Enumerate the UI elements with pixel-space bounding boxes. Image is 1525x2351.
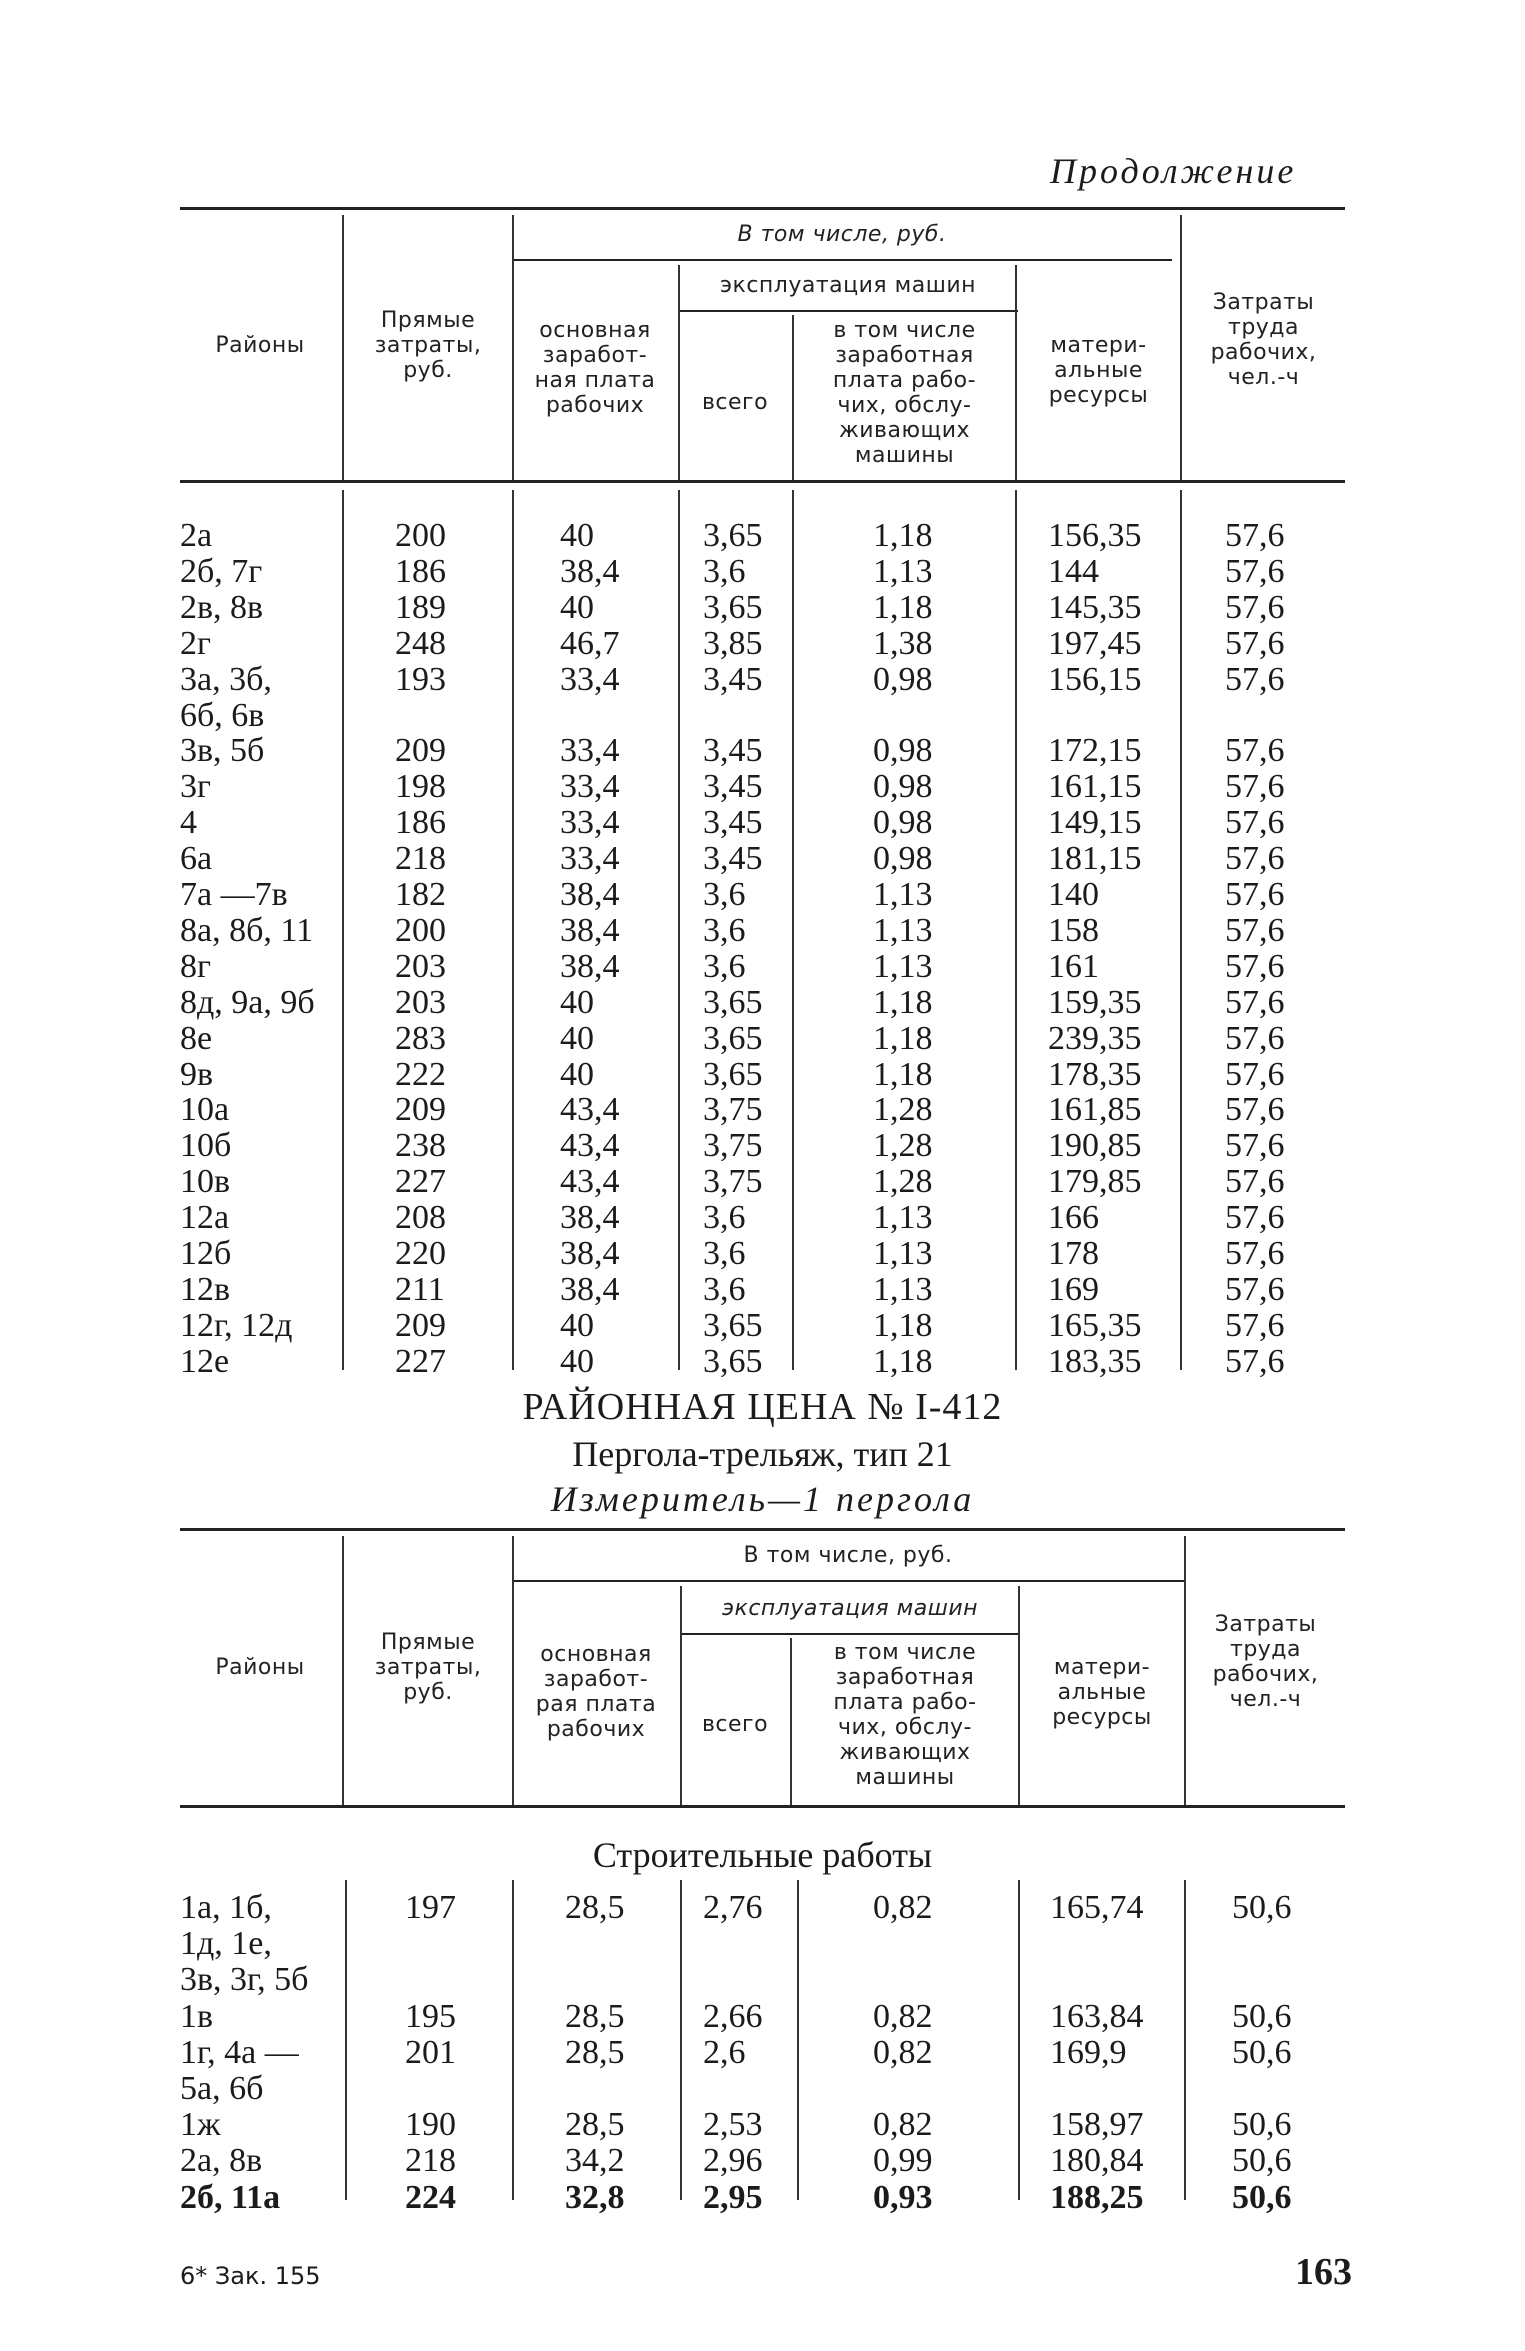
cell-osnovnaya: 46,7 (560, 624, 620, 662)
page-number: 163 (1295, 2251, 1352, 2293)
cell-pryamye: 203 (395, 947, 446, 985)
cell-pryamye: 190 (405, 2106, 456, 2144)
t2-header-v-tom-chisle-zp: в том числе заработная плата рабо- чих, обслу- живающих машины (833, 1640, 977, 1790)
cell-zp-mashin: 1,13 (873, 1199, 933, 1237)
cell-vsego: 2,6 (703, 2033, 746, 2071)
cell-zatraty-truda: 57,6 (1225, 1270, 1285, 1308)
cell-materialnye: 156,35 (1048, 517, 1142, 554)
cell-materialnye: 140 (1048, 876, 1099, 913)
cell-osnovnaya: 40 (560, 983, 594, 1021)
cell-rayon: 2б, 7г (180, 552, 263, 590)
cell-pryamye: 209 (395, 1306, 446, 1344)
cell-osnovnaya: 33,4 (560, 840, 620, 878)
cell-rayon: 7а —7в (180, 876, 288, 913)
price-subtitle: Пергола-трельяж, тип 21 (572, 1434, 953, 1474)
cell-zp-mashin: 1,18 (873, 1306, 933, 1344)
cell-osnovnaya: 38,4 (560, 552, 620, 590)
cell-pryamye: 248 (395, 624, 446, 662)
cell-vsego: 3,6 (703, 1270, 746, 1308)
cell-rayon: 12в (180, 1270, 231, 1308)
cell-materialnye: 161 (1048, 947, 1099, 985)
cell-pryamye: 218 (405, 2142, 456, 2180)
cell-zatraty-truda: 57,6 (1225, 768, 1285, 806)
header-osnovnaya: основная заработ- ная плата рабочих (534, 318, 656, 418)
cell-materialnye: 145,35 (1048, 588, 1142, 626)
cell-pryamye: 208 (395, 1199, 446, 1237)
cell-vsego: 3,85 (703, 624, 763, 662)
cell-rayon: 2б, 11а (180, 2178, 281, 2216)
cell-vsego: 3,6 (703, 947, 746, 985)
cell-zp-mashin: 0,82 (873, 1997, 933, 2035)
cell-rayon: 3в, 5б (180, 732, 265, 770)
cell-zp-mashin: 1,13 (873, 911, 933, 949)
cell-materialnye: 169,9 (1050, 2033, 1127, 2071)
cell-vsego: 3,45 (703, 732, 763, 770)
cell-materialnye: 149,15 (1048, 804, 1142, 842)
cell-materialnye: 169 (1048, 1270, 1099, 1308)
cell-zp-mashin: 1,18 (873, 588, 933, 626)
cell-materialnye: 144 (1048, 552, 1099, 590)
cell-vsego: 3,65 (703, 1019, 763, 1057)
cell-osnovnaya: 40 (560, 1055, 594, 1093)
cell-rayon: 1г, 4а — (180, 2033, 299, 2071)
cell-pryamye: 182 (395, 876, 446, 913)
cell-zp-mashin: 1,13 (873, 1270, 933, 1308)
cell-vsego: 3,6 (703, 911, 746, 949)
cell-osnovnaya: 40 (560, 1342, 594, 1380)
cell-zatraty-truda: 57,6 (1225, 517, 1285, 554)
cell-rayon: 10а (180, 1091, 230, 1129)
cell-rayon: 1в (180, 1997, 214, 2035)
cell-zp-mashin: 0,82 (873, 1889, 933, 1926)
cell-osnovnaya: 38,4 (560, 1270, 620, 1308)
cell-zp-mashin: 1,28 (873, 1163, 933, 1201)
cell-zp-mashin: 1,28 (873, 1127, 933, 1165)
cell-zatraty-truda: 50,6 (1232, 1997, 1292, 2035)
cell-rayon: 12е (180, 1342, 230, 1380)
cell-osnovnaya: 38,4 (560, 1235, 620, 1272)
cell-zp-mashin: 1,28 (873, 1091, 933, 1129)
cell-rayon: 10б (180, 1127, 232, 1165)
cell-materialnye: 188,25 (1050, 2178, 1144, 2216)
t2-header-v-tom-chisle: В том числе, руб. (743, 1543, 953, 1568)
cell-vsego: 3,6 (703, 876, 746, 913)
cell-vsego: 3,45 (703, 804, 763, 842)
cell-osnovnaya: 43,4 (560, 1091, 620, 1129)
cell-zp-mashin: 0,99 (873, 2142, 933, 2180)
cell-materialnye: 166 (1048, 1199, 1099, 1237)
cell-zatraty-truda: 57,6 (1225, 1199, 1285, 1237)
t2-header-zatraty-truda: Затраты труда рабочих, чел.-ч (1212, 1612, 1319, 1712)
cell-zatraty-truda: 50,6 (1232, 1889, 1292, 1926)
cell-pryamye: 283 (395, 1019, 446, 1057)
cell-vsego: 3,65 (703, 588, 763, 626)
cell-zp-mashin: 1,13 (873, 552, 933, 590)
price-measure: Измеритель—1 пергола (550, 1479, 975, 1519)
cell-vsego: 3,75 (703, 1163, 763, 1201)
cell-zatraty-truda: 57,6 (1225, 660, 1285, 698)
cell-pryamye: 201 (405, 2033, 456, 2071)
cell-rayon: 8г (180, 947, 211, 985)
cell-zatraty-truda: 57,6 (1225, 1235, 1285, 1272)
cell-materialnye: 159,35 (1048, 983, 1142, 1021)
cell-zatraty-truda: 50,6 (1232, 2178, 1292, 2216)
t2-header-materialnye: матери- альные ресурсы (1052, 1655, 1152, 1730)
cell-zatraty-truda: 57,6 (1225, 624, 1285, 662)
cell-rayon: 12а (180, 1199, 230, 1237)
cell-zp-mashin: 0,98 (873, 660, 933, 698)
cell-vsego: 2,53 (703, 2106, 763, 2144)
header-zatraty-truda: Затраты труда рабочих, чел.-ч (1210, 290, 1317, 390)
cell-zatraty-truda: 57,6 (1225, 552, 1285, 590)
cell-vsego: 3,6 (703, 552, 746, 590)
cell-zatraty-truda: 57,6 (1225, 983, 1285, 1021)
continuation-label: Продолжение (1050, 151, 1297, 191)
cell-rayon: 2а, 8в (180, 2142, 263, 2180)
cell-zp-mashin: 0,98 (873, 768, 933, 806)
cell-osnovnaya: 38,4 (560, 947, 620, 985)
cell-pryamye: 220 (395, 1235, 446, 1272)
cell-zatraty-truda: 57,6 (1225, 911, 1285, 949)
cell-vsego: 3,45 (703, 840, 763, 878)
cell-osnovnaya: 38,4 (560, 1199, 620, 1237)
cell-pryamye: 186 (395, 552, 446, 590)
cell-rayon: 4 (180, 804, 197, 842)
cell-materialnye: 165,74 (1050, 1889, 1144, 1926)
cell-rayon: 12б (180, 1235, 232, 1272)
cell-pryamye: 227 (395, 1163, 446, 1201)
cell-osnovnaya: 40 (560, 1306, 594, 1344)
cell-materialnye: 161,85 (1048, 1091, 1142, 1129)
cell-pryamye: 227 (395, 1342, 446, 1380)
cell-rayon: 6б, 6в (180, 696, 265, 734)
cell-zatraty-truda: 57,6 (1225, 588, 1285, 626)
cell-osnovnaya: 28,5 (565, 1889, 625, 1926)
cell-zp-mashin: 0,82 (873, 2106, 933, 2144)
t2-header-ekspluataciya: эксплуатация машин (721, 1596, 979, 1621)
cell-vsego: 2,95 (703, 2178, 763, 2216)
cell-zatraty-truda: 50,6 (1232, 2106, 1292, 2144)
cell-materialnye: 163,84 (1050, 1997, 1144, 2035)
cell-materialnye: 178,35 (1048, 1055, 1142, 1093)
cell-rayon: 1д, 1е, (180, 1925, 272, 1963)
footer-left: 6* Зак. 155 (180, 2262, 321, 2290)
cell-materialnye: 156,15 (1048, 660, 1142, 698)
t2-header-vsego: всего (701, 1712, 769, 1737)
cell-vsego: 3,75 (703, 1091, 763, 1129)
cell-vsego: 2,76 (703, 1889, 763, 1926)
cell-osnovnaya: 33,4 (560, 804, 620, 842)
header-v-tom-chisle-zp: в том числе заработная плата рабо- чих, обслу- живающих машины (832, 318, 977, 468)
cell-rayon: 2г (180, 624, 211, 662)
header-vsego: всего (701, 390, 769, 415)
cell-osnovnaya: 40 (560, 1019, 594, 1057)
price-title: РАЙОННАЯ ЦЕНА № I-412 (522, 1386, 1003, 1428)
cell-zp-mashin: 1,18 (873, 1019, 933, 1057)
cell-vsego: 3,6 (703, 1235, 746, 1272)
cell-rayon: 1ж (180, 2106, 221, 2144)
cell-zatraty-truda: 57,6 (1225, 1163, 1285, 1201)
cell-zatraty-truda: 57,6 (1225, 840, 1285, 878)
cell-materialnye: 179,85 (1048, 1163, 1142, 1201)
cell-rayon: 2а (180, 517, 213, 554)
cell-rayon: 8д, 9а, 9б (180, 983, 315, 1021)
cell-rayon: 6а (180, 840, 213, 878)
cell-vsego: 3,75 (703, 1127, 763, 1165)
cell-osnovnaya: 28,5 (565, 2106, 625, 2144)
cell-zatraty-truda: 57,6 (1225, 1019, 1285, 1057)
cell-zatraty-truda: 57,6 (1225, 947, 1285, 985)
cell-vsego: 2,96 (703, 2142, 763, 2180)
cell-pryamye: 186 (395, 804, 446, 842)
header-rayony: Районы (215, 333, 305, 358)
cell-materialnye: 158 (1048, 911, 1099, 949)
cell-zp-mashin: 1,18 (873, 517, 933, 554)
section-label: Строительные работы (592, 1835, 933, 1875)
cell-osnovnaya: 33,4 (560, 660, 620, 698)
cell-osnovnaya: 32,8 (565, 2178, 625, 2216)
cell-zatraty-truda: 57,6 (1225, 1306, 1285, 1344)
header-ekspluataciya: эксплуатация машин (719, 273, 977, 298)
cell-pryamye: 189 (395, 588, 446, 626)
cell-zatraty-truda: 57,6 (1225, 1342, 1285, 1380)
cell-materialnye: 239,35 (1048, 1019, 1142, 1057)
cell-materialnye: 181,15 (1048, 840, 1142, 878)
cell-pryamye: 224 (405, 2178, 456, 2216)
cell-zp-mashin: 1,13 (873, 1235, 933, 1272)
cell-zp-mashin: 1,18 (873, 1055, 933, 1093)
cell-vsego: 3,65 (703, 1342, 763, 1380)
cell-materialnye: 183,35 (1048, 1342, 1142, 1380)
cell-vsego: 3,65 (703, 1055, 763, 1093)
cell-pryamye: 200 (395, 517, 446, 554)
cell-osnovnaya: 38,4 (560, 911, 620, 949)
cell-osnovnaya: 40 (560, 517, 594, 554)
t2-header-rayony: Районы (215, 1655, 305, 1680)
header-v-tom-chisle: В том числе, руб. (737, 222, 947, 247)
cell-osnovnaya: 43,4 (560, 1127, 620, 1165)
cell-rayon: 5а, 6б (180, 2070, 264, 2107)
cell-osnovnaya: 43,4 (560, 1163, 620, 1201)
cell-osnovnaya: 34,2 (565, 2142, 625, 2180)
cell-zp-mashin: 0,98 (873, 840, 933, 878)
cell-rayon: 2в, 8в (180, 588, 264, 626)
cell-zatraty-truda: 50,6 (1232, 2142, 1292, 2180)
cell-zatraty-truda: 57,6 (1225, 1127, 1285, 1165)
cell-zatraty-truda: 50,6 (1232, 2033, 1292, 2071)
cell-osnovnaya: 38,4 (560, 876, 620, 913)
cell-zatraty-truda: 57,6 (1225, 876, 1285, 913)
cell-zatraty-truda: 57,6 (1225, 732, 1285, 770)
cell-materialnye: 161,15 (1048, 768, 1142, 806)
header-pryamye: Прямые затраты, руб. (374, 308, 482, 383)
cell-pryamye: 200 (395, 911, 446, 949)
cell-zp-mashin: 1,18 (873, 983, 933, 1021)
cell-pryamye: 209 (395, 1091, 446, 1129)
cell-rayon: 3г (180, 768, 211, 806)
cell-materialnye: 172,15 (1048, 732, 1142, 770)
header-materialnye: матери- альные ресурсы (1048, 333, 1149, 408)
cell-rayon: 3в, 3г, 5б (180, 1961, 309, 1999)
cell-zp-mashin: 1,38 (873, 624, 933, 662)
cell-rayon: 12г, 12д (180, 1306, 293, 1344)
cell-zp-mashin: 0,98 (873, 732, 933, 770)
cell-materialnye: 197,45 (1048, 624, 1142, 662)
cell-zp-mashin: 1,13 (873, 947, 933, 985)
cell-pryamye: 222 (395, 1055, 446, 1093)
cell-materialnye: 180,84 (1050, 2142, 1144, 2180)
cell-zatraty-truda: 57,6 (1225, 1091, 1285, 1129)
cell-vsego: 3,65 (703, 517, 763, 554)
t2-header-osnovnaya: основная заработ- рая плата рабочих (535, 1642, 657, 1742)
cell-materialnye: 165,35 (1048, 1306, 1142, 1344)
cell-rayon: 9в (180, 1055, 214, 1093)
cell-rayon: 3а, 3б, (180, 660, 272, 698)
cell-osnovnaya: 33,4 (560, 732, 620, 770)
cell-osnovnaya: 33,4 (560, 768, 620, 806)
cell-vsego: 3,65 (703, 1306, 763, 1344)
cell-zatraty-truda: 57,6 (1225, 804, 1285, 842)
cell-zp-mashin: 1,13 (873, 876, 933, 913)
cell-pryamye: 238 (395, 1127, 446, 1165)
cell-rayon: 10в (180, 1163, 231, 1201)
cell-pryamye: 218 (395, 840, 446, 878)
cell-vsego: 3,65 (703, 983, 763, 1021)
cell-pryamye: 193 (395, 660, 446, 698)
cell-materialnye: 190,85 (1048, 1127, 1142, 1165)
cell-rayon: 1а, 1б, (180, 1889, 272, 1926)
cell-osnovnaya: 28,5 (565, 1997, 625, 2035)
cell-pryamye: 211 (395, 1270, 445, 1308)
cell-vsego: 3,6 (703, 1199, 746, 1237)
cell-vsego: 3,45 (703, 768, 763, 806)
cell-pryamye: 195 (405, 1997, 456, 2035)
cell-pryamye: 209 (395, 732, 446, 770)
cell-rayon: 8а, 8б, 11 (180, 911, 314, 949)
cell-zp-mashin: 0,98 (873, 804, 933, 842)
t2-header-pryamye: Прямые затраты, руб. (374, 1630, 482, 1705)
cell-pryamye: 198 (395, 768, 446, 806)
cell-pryamye: 203 (395, 983, 446, 1021)
cell-materialnye: 178 (1048, 1235, 1099, 1272)
cell-osnovnaya: 40 (560, 588, 594, 626)
cell-vsego: 3,45 (703, 660, 763, 698)
cell-zp-mashin: 0,82 (873, 2033, 933, 2071)
cell-rayon: 8е (180, 1019, 213, 1057)
cell-zp-mashin: 0,93 (873, 2178, 933, 2216)
cell-osnovnaya: 28,5 (565, 2033, 625, 2071)
cell-zatraty-truda: 57,6 (1225, 1055, 1285, 1093)
cell-materialnye: 158,97 (1050, 2106, 1144, 2144)
cell-pryamye: 197 (405, 1889, 456, 1926)
cell-zp-mashin: 1,18 (873, 1342, 933, 1380)
cell-vsego: 2,66 (703, 1997, 763, 2035)
